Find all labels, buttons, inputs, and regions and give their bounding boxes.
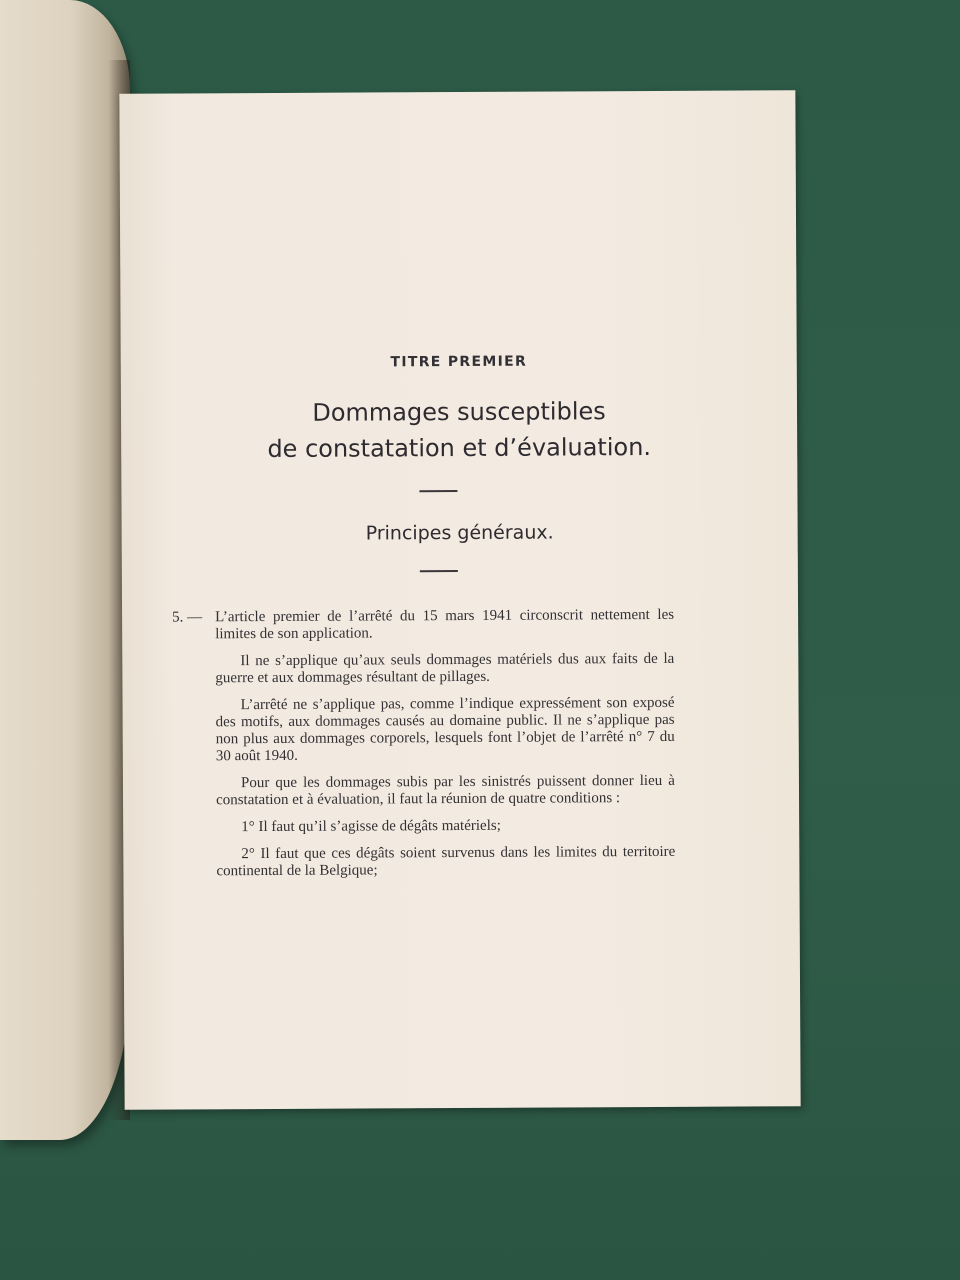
divider-rule (419, 490, 457, 492)
page-title (121, 392, 797, 468)
page-title-line-2: de constatation et d’évaluation. (267, 432, 652, 464)
paragraph: Pour que les dommages subis par les sinistrés puissent donner lieu à constatation et à évaluation, il faut la réunion de quatre conditions : (216, 772, 675, 809)
paragraph: L’arrêté ne s’applique pas, comme l’indique expressément son exposé des motifs, aux dommages causés au domaine public. Il ne s’applique pas non plus aux dommages corporels, lesquels font l’objet de l’arrêté n° 7 du 30 août 1940. (215, 694, 675, 765)
paragraph (172, 607, 674, 644)
paragraph: Il ne s’applique qu’aux seuls dommages matériels dus aux faits de la guerre et aux dommages résultant de pillages. (215, 650, 675, 687)
subheading: Principes généraux. (365, 521, 554, 545)
book-page (119, 90, 800, 1110)
paragraph: 1° Il faut qu’il s’agisse de dégâts matériels; (241, 817, 501, 836)
body-text (172, 607, 675, 891)
section-label: TITRE PREMIER (390, 353, 528, 371)
paragraph: 2° Il faut que ces dégâts soient survenus dans les limites du territoire continental de la Belgique; (216, 843, 676, 880)
paragraph-number: 5. — (172, 609, 203, 626)
paragraph-text: L’article premier de l’arrêté du 15 mars 1941 circonscrit nettement les limites de son application. (215, 606, 675, 643)
divider-rule (420, 570, 458, 572)
page-content (119, 90, 800, 1110)
page-title-line-1: Dommages susceptibles (312, 397, 606, 427)
